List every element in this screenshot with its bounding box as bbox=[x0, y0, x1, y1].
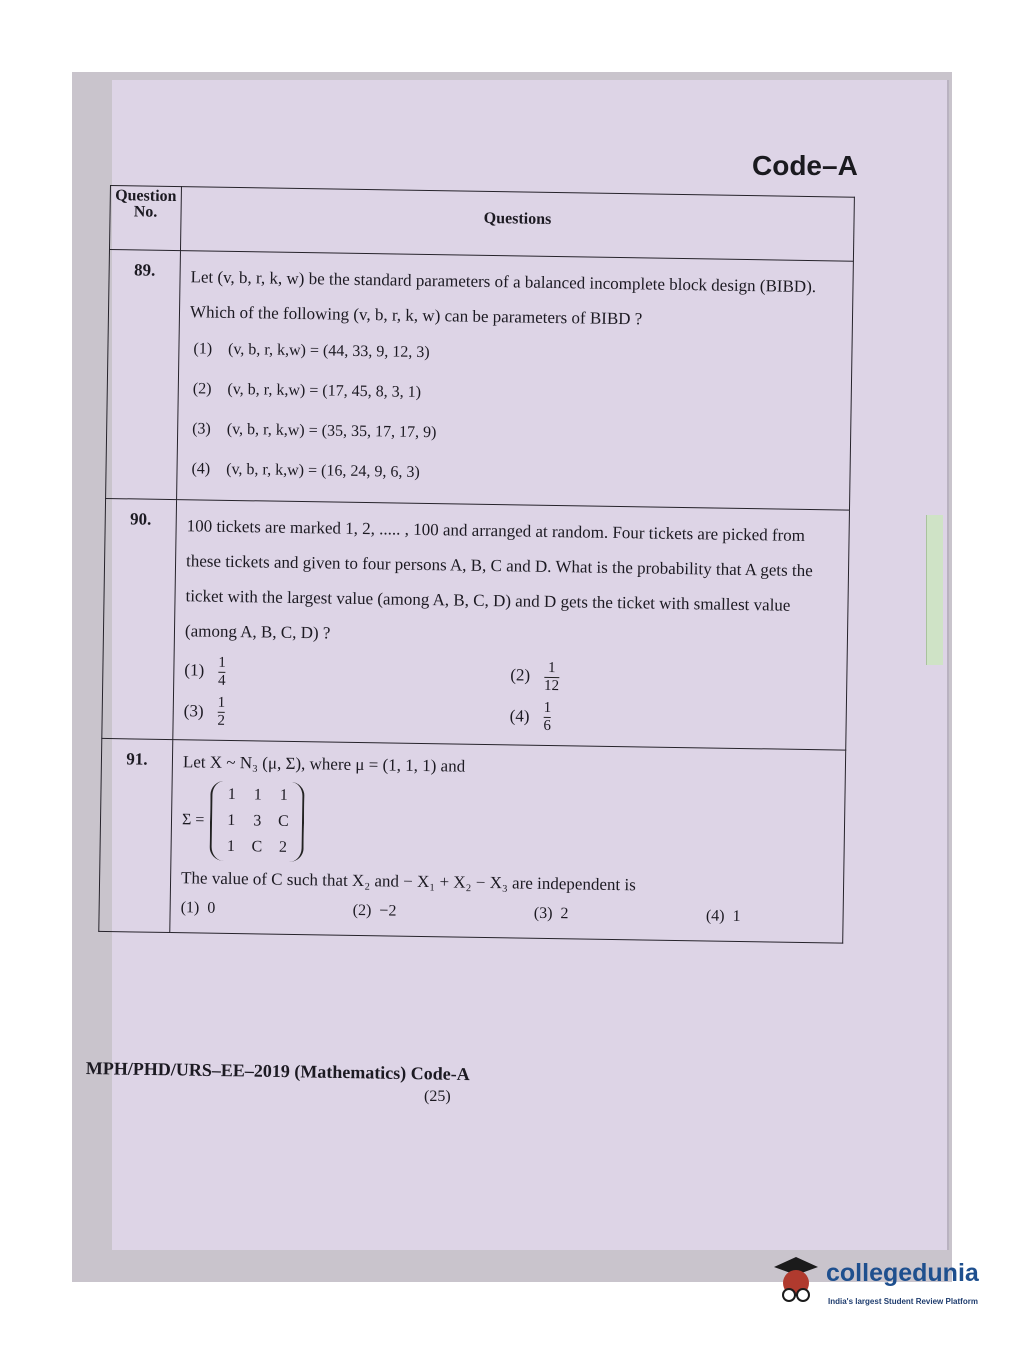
header-questions: Questions bbox=[180, 187, 854, 262]
option-number: (1) bbox=[193, 340, 213, 358]
matrix-cell: 1 bbox=[227, 812, 236, 830]
numerator: 1 bbox=[218, 654, 226, 671]
question-text: Let X ~ N₃ (μ, Σ), where μ = (1, 1, 1) and bbox=[182, 752, 466, 776]
collegedunia-logo bbox=[770, 1253, 1000, 1313]
option-number: (2) bbox=[510, 665, 531, 685]
denominator: 4 bbox=[217, 672, 226, 689]
header-question-no: Question No. bbox=[109, 186, 181, 251]
option bbox=[184, 652, 511, 694]
matrix-cell: 1 bbox=[226, 838, 236, 856]
option-text: (v, b, r, k,w) = (17, 45, 8, 3, 1) bbox=[227, 380, 422, 401]
numerator: 1 bbox=[543, 700, 552, 717]
options-row bbox=[180, 894, 740, 931]
question-number: 90. bbox=[102, 498, 177, 739]
option-number: (1) bbox=[180, 899, 200, 917]
page-number: (25) bbox=[424, 1088, 451, 1105]
question-text: 100 tickets are marked 1, 2, ..... , 100 and arranged at random. Four tickets are picked from these tickets and given to four persons A, B, C and D. What is the probability that A gets the ticket with the largest value (among A, B, C, D) and D gets the ticket with smallest value (among A, B, C, D) ? bbox=[184, 516, 813, 643]
fraction bbox=[543, 700, 551, 735]
matrix-cell: 1 bbox=[227, 786, 236, 804]
question-text-2: The value of C such that X₂ and − X₁ + X₂ − X₃ are independent is bbox=[180, 868, 636, 895]
matrix-cell: 3 bbox=[253, 812, 262, 830]
table-header-row bbox=[109, 186, 854, 262]
matrix-cell: C bbox=[277, 812, 289, 831]
option bbox=[180, 894, 215, 923]
numerator: 1 bbox=[217, 694, 226, 712]
sigma-matrix bbox=[181, 780, 834, 870]
option bbox=[509, 698, 836, 740]
option-number: (2) bbox=[352, 902, 372, 920]
option-text: 0 bbox=[207, 899, 216, 917]
option bbox=[706, 903, 741, 932]
option bbox=[183, 693, 510, 735]
fraction bbox=[218, 654, 226, 689]
paper-footer: MPH/PHD/URS–EE–2019 (Mathematics) Code-A bbox=[85, 1058, 470, 1085]
fraction bbox=[217, 695, 225, 730]
matrix-cell: 1 bbox=[279, 786, 288, 805]
fraction-options bbox=[183, 652, 836, 739]
option-number: (3) bbox=[183, 700, 204, 721]
question-text: Let (v, b, r, k, w) be the standard parameters of a balanced incomplete block design (BIBD). Which of the following (v, b, r, k, w) can be parameters of BIBD ? bbox=[189, 267, 817, 329]
denominator: 2 bbox=[217, 712, 226, 730]
option-text: 1 bbox=[732, 908, 741, 926]
option-text: (v, b, r, k,w) = (16, 24, 9, 6, 3) bbox=[226, 460, 420, 481]
option-text: −2 bbox=[379, 902, 397, 920]
matrix-cell: 2 bbox=[278, 838, 288, 857]
question-number: 89. bbox=[106, 249, 181, 499]
matrix-cell: C bbox=[251, 838, 263, 856]
option bbox=[534, 900, 569, 929]
option-number: (4) bbox=[705, 907, 725, 925]
brand-tagline: India's largest Student Review Platform bbox=[828, 1297, 978, 1306]
option bbox=[352, 897, 396, 926]
question-body bbox=[173, 500, 850, 751]
question-body bbox=[177, 251, 854, 511]
matrix-cell: 1 bbox=[253, 786, 262, 804]
denominator: 6 bbox=[543, 718, 552, 735]
questions-table bbox=[98, 185, 855, 944]
option-number: (2) bbox=[192, 380, 212, 398]
question-row bbox=[106, 249, 854, 510]
option-number: (4) bbox=[509, 705, 530, 726]
option-number: (3) bbox=[192, 420, 211, 438]
code-label: Code–A bbox=[752, 150, 858, 181]
question-row bbox=[99, 739, 846, 944]
denominator: 12 bbox=[543, 677, 560, 694]
option-text: (v, b, r, k,w) = (35, 35, 17, 17, 9) bbox=[226, 420, 437, 442]
brand-name: collegedunia bbox=[826, 1259, 979, 1287]
option-number: (1) bbox=[184, 660, 205, 680]
question-body bbox=[170, 740, 846, 944]
option bbox=[510, 657, 837, 699]
option-text: (v, b, r, k,w) = (44, 33, 9, 12, 3) bbox=[227, 340, 430, 362]
option-text: 2 bbox=[560, 905, 569, 923]
matrix-grid bbox=[210, 781, 305, 862]
sigma-label: Σ = bbox=[181, 811, 205, 829]
question-number: 91. bbox=[99, 739, 173, 933]
question-row bbox=[102, 498, 850, 750]
option-number: (3) bbox=[533, 904, 553, 923]
mascot-icon bbox=[770, 1253, 822, 1307]
option-number: (4) bbox=[191, 460, 211, 478]
numerator: 1 bbox=[547, 659, 556, 676]
fraction bbox=[544, 659, 560, 694]
